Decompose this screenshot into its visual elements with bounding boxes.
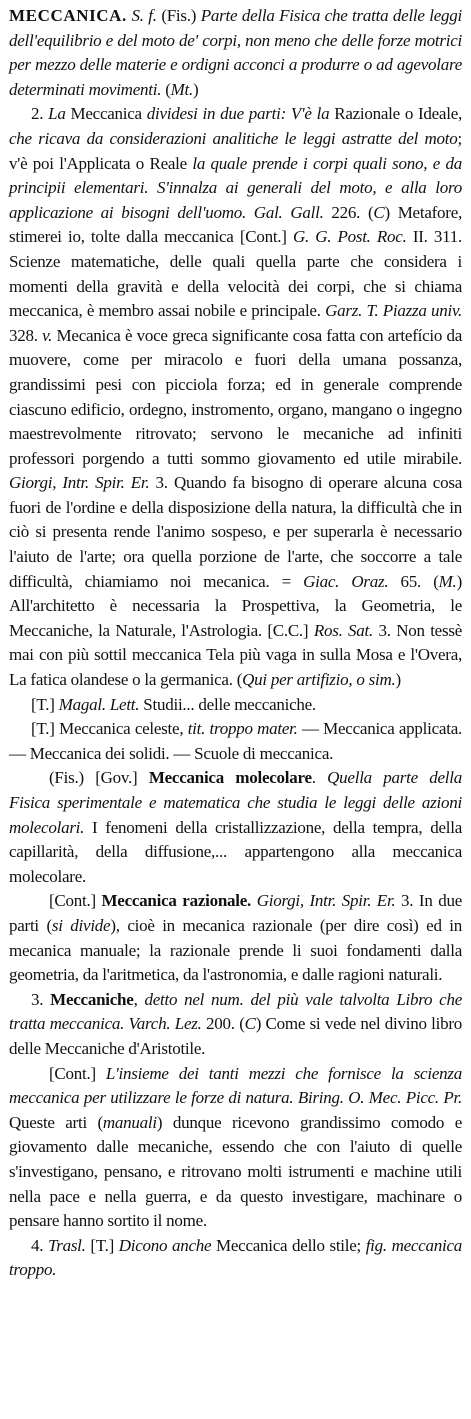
entry-text-run: Mecanica è voce greca significante cosa fatta con artefício da muovere, come per miracolo e fuori della umana possanza, grandissimi pesi con picciola forza; ed in generale comprende ciascuno edificio, ordegno, instromento, organo, mangano o ingegno maestrevolmente ritrovato; servono le mecaniche ad infiniti professori porgendo a tutti sommo giovamento ed utile mirabile. xyxy=(9,325,463,468)
entry-text-run: tit. troppo mater. xyxy=(187,719,298,739)
entry-text-run: ) Metafore, stimerei io, tolte dalla meccanica [Cont.] xyxy=(9,202,462,247)
entry-text-run: 3. Quando fa bisogno di operare alcuna cosa fuori de l'ordine e della disposizione della natura, la difficultà che in ciò si presenta rende l'animo sospeso, e per superarla è necessario l'aiuto de l'arte; ora quella porzione de l'arte, che soccorre a tale difficultà, chiamiamo noi mecanica. = xyxy=(9,473,462,591)
entry-text-run: Trasl. xyxy=(47,1235,86,1255)
entry-text-run: Giorgi, Intr. Spir. Er. xyxy=(9,473,150,493)
entry-text-run: 200. ( xyxy=(201,1014,245,1034)
entry-text-run: Studii... delle meccaniche. xyxy=(139,694,316,714)
entry-text-run: [T.] xyxy=(31,694,59,714)
entry-text-run: C xyxy=(244,1014,256,1034)
entry-text-run: (Fis.) [Gov.] xyxy=(49,768,149,788)
entry-text-run: C xyxy=(373,202,385,222)
entry-text-run: dividesi in due parti: V'è la xyxy=(146,104,330,124)
entry-paragraph xyxy=(9,889,462,987)
entry-text-run: Giac. Oraz. xyxy=(303,571,389,591)
entry-text-run: v. xyxy=(42,325,53,345)
entry-text-run: 2. xyxy=(31,104,49,124)
entry-text-run: ; v'è poi l'Applicata o Reale xyxy=(9,128,462,173)
entry-text-run: La xyxy=(48,104,66,124)
entry-text-run: 65. ( xyxy=(388,571,439,591)
entry-text-run: 226. ( xyxy=(323,202,374,222)
entry-text-run: Ros. Sat. xyxy=(313,620,374,640)
entry-text-run: Razionale o Ideale, xyxy=(329,104,462,124)
entry-text-run: 3. In due parti ( xyxy=(9,891,462,935)
entry-text-run: , xyxy=(133,989,145,1009)
entry-paragraph xyxy=(9,102,462,692)
entry-text-run: ) Come si vede nel divino libro delle Meccaniche d'Aristotile. xyxy=(9,1014,462,1058)
entry-text-run: Garz. T. Piazza univ. xyxy=(325,301,463,321)
entry-text-run: si divide xyxy=(51,915,111,935)
entry-text-run: Magal. Lett. xyxy=(58,694,140,714)
entry-paragraph xyxy=(9,766,462,889)
entry-paragraph xyxy=(9,988,462,1062)
entry-text-run: M. xyxy=(438,571,457,591)
entry-paragraph xyxy=(9,4,462,102)
entry-paragraph xyxy=(9,717,462,766)
entry-text-run: Parte della Fisica che tratta delle leggi dell'equilibrio e del moto de' corpi, non meno che delle forze motrici per mezzo delle materie e ordigni acconci a produrre o ad agevolare determinati movimenti. xyxy=(9,6,462,99)
entry-text-run: . xyxy=(311,768,328,788)
entry-text-run: ) xyxy=(395,670,401,690)
entry-text-run: 3. Non tessè mai con più sottil meccanica Tela più vaga in sulla Mosa e l'Overa, La fatica olandese o la germanica. ( xyxy=(9,620,462,690)
entry-text-run: detto nel num. del più vale talvolta Libro che tratta meccanica. Varch. Lez. xyxy=(9,989,462,1034)
subentry-term: Meccanica razionale. xyxy=(101,891,252,911)
entry-text-run: [Cont.] xyxy=(49,1063,106,1083)
subentry-term: Meccaniche xyxy=(50,989,134,1009)
entry-text-run: Dicono anche xyxy=(118,1235,212,1255)
entry-text-run: ) xyxy=(193,79,199,99)
entry-text-run: Quella parte della Fisica sperimentale e matematica che studia le leggi delle azioni molecolari. xyxy=(9,768,462,837)
entry-text-run: Meccanica dello stile; xyxy=(211,1235,366,1255)
entry-text-run: che ricava da considerazioni analitiche le leggi astratte del moto xyxy=(9,128,458,148)
entry-text-run: Mt. xyxy=(170,79,194,99)
entry-text-run: la quale prende i corpi quali sono, e da principii elementari. S'innalza ai generali del moto, e alla loro applicazione ai bisogni dell'uomo. Gal. Gall. xyxy=(9,153,462,222)
entry-text-run: 4. xyxy=(31,1235,48,1255)
entry-text-run: G. G. Post. Roc. xyxy=(292,227,407,247)
entry-text-run: [T.] Meccanica celeste, xyxy=(31,719,188,739)
entry-text-run: Qui per artifizio, o sim. xyxy=(242,670,396,690)
entry-text-run: ), cioè in mecanica razionale (per dire così) ed in mecanica manuale; la razionale prende li suoi fondamenti dalla geometria, da l'aritmetica, da l'astronomia, e dalle ragioni naturali. xyxy=(9,915,462,985)
entry-paragraph xyxy=(9,1234,462,1283)
entry-text-run: (Fis.) xyxy=(156,6,201,25)
entry-text-run: — Meccanica applicata. — Meccanica dei solidi. — Scuole di meccanica. xyxy=(9,719,462,763)
entry-text-run: I fenomeni della cristallizzazione, della tempra, della capillarità, della diffusione,... appartengono alla meccanica molecolare. xyxy=(9,817,462,886)
entry-text-run: II. 311. Scienze matematiche, delle quali quella parte che considera i momenti della gravità e della velocità dei corpi, che si chiama meccanica, è membro assai nobile e principale. xyxy=(9,227,462,321)
entry-text-run: [Cont.] xyxy=(49,891,102,911)
entry-text-run: fig. meccanica troppo. xyxy=(9,1235,462,1280)
entry-text-run: manuali xyxy=(102,1112,157,1132)
entry-text-run: ) dunque ricevono grandissimo comodo e giovamento dalle mecaniche, essendo che con l'aiuto di quelle s'investigano, pensano, e ritrovano molti istrumenti e machine utili nella pace e nella guerra, e da questo investigare, machinare o pensare hanno sortito il nome. xyxy=(9,1112,462,1231)
entry-text-run: ) All'architetto è necessaria la Prospettiva, la Geometria, le Meccaniche, la Naturale, l'Astrologia. [C.C.] xyxy=(9,571,462,640)
entry-paragraph xyxy=(9,693,462,718)
entry-text-run: 328. xyxy=(9,325,43,345)
entry-text-run: 3. xyxy=(31,989,51,1009)
subentry-term: Meccanica molecolare xyxy=(148,768,312,788)
entry-text-run: ( xyxy=(161,79,171,99)
entry-text-run: L'insieme dei tanti mezzi che fornisce la scienza meccanica per utilizzare le forze di natura. Biring. O. Mec. Picc. Pr. xyxy=(9,1063,462,1108)
entry-text-run: Giorgi, Intr. Spir. Er. xyxy=(256,891,396,911)
entry-text-run: Meccanica xyxy=(65,104,147,124)
entry-text-run: [T.] xyxy=(85,1235,119,1255)
headword: MECCANICA. xyxy=(9,6,127,25)
entry-text-run: Queste arti ( xyxy=(9,1112,103,1132)
entry-paragraph xyxy=(9,1062,462,1234)
entry-text-run: S. f. xyxy=(126,6,157,25)
